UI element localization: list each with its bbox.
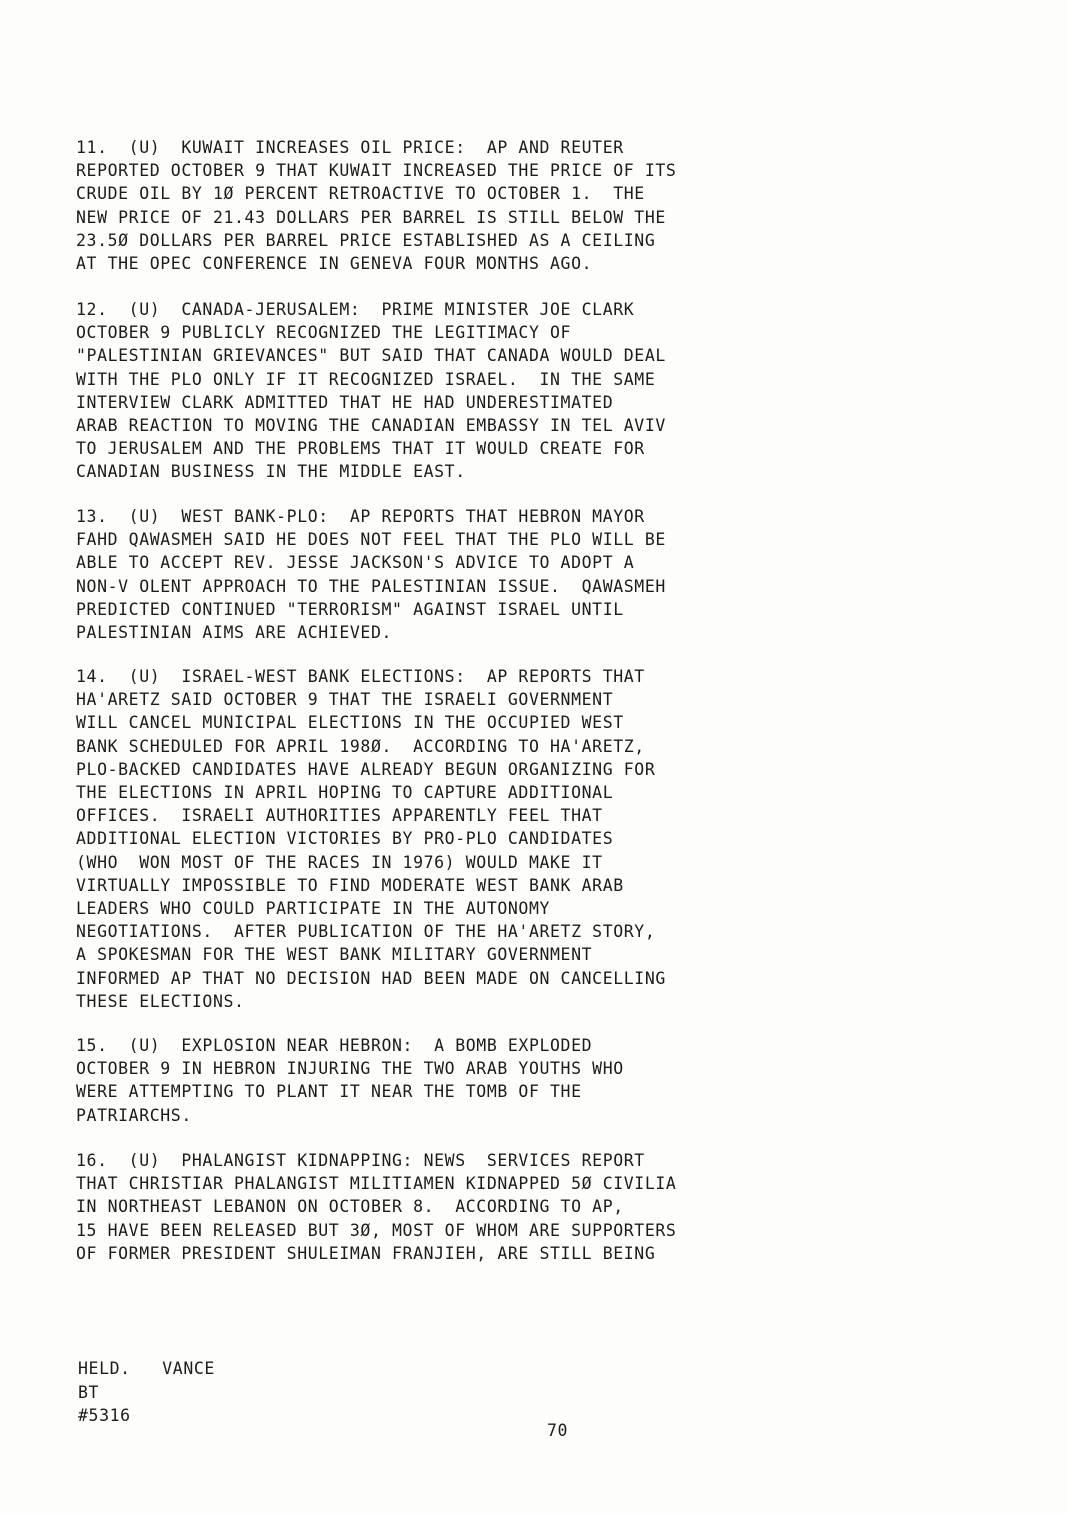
paragraph-explosion-near-hebron: 15. (U) EXPLOSION NEAR HEBRON: A BOMB EXPLODED OCTOBER 9 IN HEBRON INJURING THE TWO ARAB YOUTHS WHO WERE ATTEMPTING TO PLANT IT NEAR THE TOMB OF THE PATRIARCHS. [76, 1036, 624, 1125]
paragraph-israel-west-bank-elections: 14. (U) ISRAEL-WEST BANK ELECTIONS: AP REPORTS THAT HA'ARETZ SAID OCTOBER 9 THAT THE ISRAELI GOVERNMENT WILL CANCEL MUNICIPAL ELECTIONS IN THE OCCUPIED WEST BANK SCHEDULED FOR APRIL 198Ø. ACCORDING TO HA'ARETZ, PLO-BACKED CANDIDATES HAVE ALREADY BEGUN ORGANIZING FOR THE ELECTIONS IN APRIL HOPING TO CAPTURE ADDITIONAL OFFICES. ISRAELI AUTHORITIES APPARENTLY FEEL THAT ADDITIONAL ELECTION VICTORIES BY PRO-PLO CANDIDATES (WHO WON MOST OF THE RACES IN 1976) WOULD MAKE IT VIRTUALLY IMPOSSIBLE TO FIND MODERATE WEST BANK ARAB LEADERS WHO COULD PARTICIPATE IN THE AUTONOMY NEGOTIATIONS. AFTER PUBLICATION OF THE HA'ARETZ STORY, A SPOKESMAN FOR THE WEST BANK MILITARY GOVERNMENT INFORMED AP THAT NO DECISION HAD BEEN MADE ON CANCELLING THESE ELECTIONS. [76, 667, 666, 1011]
bt-marker: BT [78, 1383, 100, 1402]
page-number: 70 [547, 1421, 569, 1440]
message-number: #5316 [78, 1406, 131, 1425]
signature-line: HELD. VANCE [78, 1359, 215, 1378]
paragraph-canada-jerusalem: 12. (U) CANADA-JERUSALEM: PRIME MINISTER JOE CLARK OCTOBER 9 PUBLICLY RECOGNIZED THE LEGITIMACY OF "PALESTINIAN GRIEVANCES" BUT SAID THAT CANADA WOULD DEAL WITH THE PLO ONLY IF IT RECOGNIZED ISRAEL. IN THE SAME INTERVIEW CLARK ADMITTED THAT HE HAD UNDERESTIMATED ARAB REACTION TO MOVING THE CANADIAN EMBASSY IN TEL AVIV TO JERUSALEM AND THE PROBLEMS THAT IT WOULD CREATE FOR CANADIAN BUSINESS IN THE MIDDLE EAST. [76, 300, 666, 482]
paragraph-phalangist-kidnapping: 16. (U) PHALANGIST KIDNAPPING: NEWS SERVICES REPORT THAT CHRISTIAR PHALANGIST MILITIAMEN KIDNAPPED 5Ø CIVILIA IN NORTHEAST LEBANON ON OCTOBER 8. ACCORDING TO AP, 15 HAVE BEEN RELEASED BUT 3Ø, MOST OF WHOM ARE SUPPORTERS OF FORMER PRESIDENT SHULEIMAN FRANJIEH, ARE STILL BEING [76, 1151, 677, 1263]
paragraph-west-bank-plo: 13. (U) WEST BANK-PLO: AP REPORTS THAT HEBRON MAYOR FAHD QAWASMEH SAID HE DOES NOT FEEL THAT THE PLO WILL BE ABLE TO ACCEPT REV. JESSE JACKSON'S ADVICE TO ADOPT A NON-V OLENT APPROACH TO THE PALESTINIAN ISSUE. QAWASMEH PREDICTED CONTINUED "TERRORISM" AGAINST ISRAEL UNTIL PALESTINIAN AIMS ARE ACHIEVED. [76, 507, 666, 643]
paragraph-kuwait-oil-price: 11. (U) KUWAIT INCREASES OIL PRICE: AP AND REUTER REPORTED OCTOBER 9 THAT KUWAIT INCREASED THE PRICE OF ITS CRUDE OIL BY 1Ø PERCENT RETROACTIVE TO OCTOBER 1. THE NEW PRICE OF 21.43 DOLLARS PER BARREL IS STILL BELOW THE 23.5Ø DOLLARS PER BARREL PRICE ESTABLISHED AS A CEILING AT THE OPEC CONFERENCE IN GENEVA FOUR MONTHS AGO. [76, 138, 677, 274]
